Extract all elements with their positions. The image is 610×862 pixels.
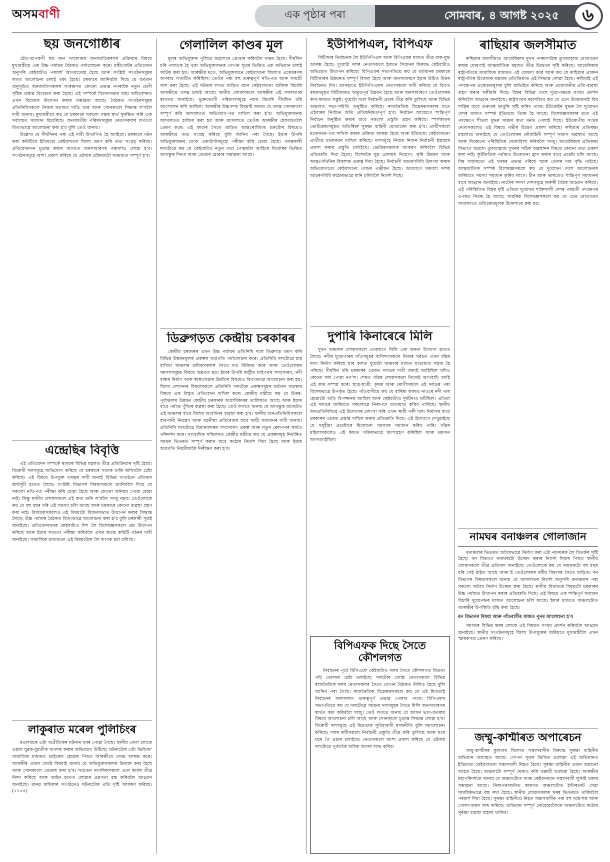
article-body: এই প্ৰতিবেদন সম্পৰ্কে ৰাজ্যৰ বিভিন্ন মহলত তীব্ৰ প্ৰতিক্ৰিয়াৰ সৃষ্টি হৈছে। বিৰোধী দলসমূহে অভিযোগ কৰিছে যে চৰকাৰে সত্যক ঢাকি ৰাখিবলৈ চেষ্টা কৰিছে। এই বিষয়ে উপযুক্ত তদন্তৰ দাবী জনাই বিভিন্ন সংগঠনে প্ৰতিবাদ কাৰ্যসূচী হাতত লৈছে। সংশ্লিষ্ট বিভাগৰ বিষয়াসকলে জানিবলৈ দিছে যে সকলো নথি-পত্ৰ পৰীক্ষা কৰি চোৱা হৈছে আৰু কোনো অনিয়ম পোৱা হোৱা নাই। কিন্তু স্থানীয় লোকসকলে এই কথা মানি ল'বলৈ সাজু নহয়। তেওঁলোকে কয় যে বহু বছৰ ধৰি এই সমস্যা চলি আছে আৰু চৰকাৰে কোনো ব্যৱস্থা গ্ৰহণ কৰা নাই। বিধায়কসকলেও এই বিষয়টো বিধানসভাত উত্থাপন কৰাৰ সিদ্ধান্ত লৈছে। উচ্চ পৰ্যায়ৰ বৈঠকত বিতংভাৱে আলোচনা কৰা হ'ব বুলি চৰকাৰী সূত্ৰই জনাইছে। প্ৰতিবেদনখনৰ কেইবাটাও দিশ লৈ বিশেষজ্ঞসকলে প্ৰশ্ন উত্থাপন কৰিছে আৰু ইয়াৰ সত্যতা পৰীক্ষা কৰিবলৈ এখন স্বতন্ত্ৰ কমিটি গঠনৰ দাবী জনাইছে। সামাজিক মাধ্যমতো এই বিষয়টোক লৈ ব্যাপক চৰ্চা চলিছে।	[12, 462, 152, 544]
article-body: ৰুছিয়াৰ জলসীমাত আমেৰিকাৰ দুখন পাৰমাণৱিক ডুবজাহাজ মোতায়েন কৰাৰ ঘোষণাই আন্তৰ্জাতিক মহলত তীব্ৰ উদ্বেগৰ সৃষ্টি কৰিছে। আমেৰিকাৰ ৰাষ্ট্ৰপতিয়ে সামাজিক মাধ্যমত এই ঘোষণা কৰে আৰু কয় যে ৰুছিয়াৰ প্ৰাক্তন ৰাষ্ট্ৰপতিৰ উত্তেজক মন্তব্যৰ প্ৰতিক্ৰিয়াত এই সিদ্ধান্ত লোৱা হৈছে। ৰুছিয়াই এই পদক্ষেপক প্ৰৰোচনামূলক বুলি অভিহিত কৰিছে আৰু প্ৰয়োজনীয় প্ৰতি-ব্যৱস্থা গ্ৰহণ কৰাৰ সকীয়নি দিছে। বিশ্বৰ বিভিন্ন দেশে দুয়োপক্ষকে সংযম প্ৰদৰ্শন কৰিবলৈ আহ্বান জনাইছে। ৰাষ্ট্ৰসংঘৰ মহাসচিবে কয় যে এনে উত্তেজনাই বিশ্ব শান্তিৰ বাবে গুৰুতৰ ভাবুকি সৃষ্টি কৰিব পাৰে। ইউক্ৰেইন যুদ্ধক লৈ দুয়োখন দেশৰ মাজত সম্পৰ্ক ইতিমধ্যে তিক্ত হৈ আছে। বিশেষজ্ঞসকলৰ মতে এই পদক্ষেপে শীতল যুদ্ধৰ সময়ৰ কথা মনত পেলাই দিছে। ইউৰোপীয় সংঘৰ নেতাসকলেও এই বিষয়ে গভীৰ উদ্বেগ প্ৰকাশ কৰিছে। ৰুছিয়াৰ প্ৰতিৰক্ষা মন্ত্ৰালয়ে জনাইছে যে তেওঁলোকৰ নৌবাহিনী সম্পূৰ্ণ সজাগ অৱস্থাত আছে আৰু যিকোনো পৰিস্থিতিৰ মোকাবিলা কৰিবলৈ সাজু। আমেৰিকাৰ প্ৰতিৰক্ষা বিভাগে অৱশ্যে ডুবজাহাজ দুখনৰ সঠিক অৱস্থানৰ বিষয়ে কোনো তথ্য প্ৰকাশ কৰা নাই। কূটনৈতিক পৰ্যায়ত উত্তেজনা হ্ৰাস কৰাৰ বাবে প্ৰচেষ্টা চলি আছে। বিশ্ব বজাৰতো এই খবৰৰ প্ৰভাৱ পৰিছে আৰু তেলৰ দাম বৃদ্ধি পাইছে। আন্তৰ্জাতিক সম্পৰ্ক বিশেষজ্ঞসকলে কয় যে দুয়োখন দেশে আলোচনাৰ জৰিয়তে সমস্যা সমাধান কৰিব লাগে। চীন আৰু ভাৰতেও শান্তিপূৰ্ণ সমাধানৰ বাবে আহ্বান জনাইছে। নাটোৰ সদস্য দেশসমূহে জৰুৰী বৈঠক আহ্বান কৰিছে। এই পৰিস্থিতিত বিশ্বৰ দৃষ্টি এতিয়া দুয়োখন শক্তিশালী দেশৰ পৰৱৰ্তী পদক্ষেপৰ ওপৰত নিবদ্ধ হৈ আছে। সামৰিক বিশেষজ্ঞসকলে কয় যে এনে মোতায়েন সাধাৰণতে প্ৰতিৰোধমূলক উদ্দেশ্যৰে কৰা হয়।	[458, 56, 598, 207]
section-divider	[160, 328, 302, 329]
page-number-badge: ৬	[573, 2, 603, 30]
article-lakhurat	[12, 724, 152, 854]
headline-lakhurat: লাকুৰাত মৰেল পুলিচিংৰ	[27, 724, 137, 736]
article-body: সমাজৰ বিভিন্ন স্তৰৰ লোকে এই বিষয়ত সংযম প্ৰদৰ্শন কৰিবলৈ আহ্বান জনাইছে। স্থানীয় সংগঠনসমূহে জিলা উপায়ুক্তৰ জৰিয়তে মুখ্যমন্ত্ৰীলৈ এখন স্মাৰকপত্ৰ প্ৰেৰণ কৰিছে।	[458, 623, 598, 643]
article-russia	[458, 38, 598, 526]
section-divider	[458, 728, 598, 729]
article-body: বনাঞ্চলৰ ভিতৰত অবৈধভাৱে নিৰ্মাণ কৰা এটা নামঘৰক লৈ বিতৰ্কৰ সৃষ্টি হৈছে। বন বিভাগে নামঘৰটো উচ্ছেদ কৰাৰ নিৰ্দেশ দিয়াৰ পিছত স্থানীয় লোকসকলে তীব্ৰ প্ৰতিবাদ জনাইছে। তেওঁলোকে কয় যে নামঘৰটো বহু বছৰ ধৰি সেই ঠাইত আছে আৰু ই তেওঁলোকৰ ধৰ্মীয় বিশ্বাসৰ সৈতে জড়িত। বন বিভাগৰ বিষয়াসকলে জনায় যে আদালতৰ নিৰ্দেশ অনুসৰি বনাঞ্চলৰ পৰা সকলো অবৈধ নিৰ্মাণ উচ্ছেদ কৰা হৈছে। স্থানীয় বিধায়কে বিষয়টো চৰকাৰৰ উচ্চ পৰ্যায়ত উত্থাপন কৰাৰ প্ৰতিশ্ৰুতি দিছে। এই বিষয়ে এক শান্তিপূৰ্ণ সমাধান বিচাৰি দুয়োপক্ষৰ মাজত আলোচনা চলি আছে। ইয়াৰ মাজতে অঞ্চলটোত আৰক্ষীৰ উপস্থিতি বৃদ্ধি কৰা হৈছে।	[458, 550, 598, 611]
headline-namghar: নামঘৰ বনাঞ্চলৰ গোলাজান	[458, 532, 598, 547]
article-dupari	[310, 330, 450, 630]
masthead-part-a: অসম	[12, 7, 39, 21]
article-highlight: বন বিভাগৰ বিষয়া আৰু গাঁওবাসীৰ মাজত পুনৰ আলোচনা হ'ব	[458, 614, 573, 620]
headline-russia: ৰাছিয়াৰ জলসীমাত	[479, 38, 577, 52]
headline-jammu: জম্মু-কাশ্মীৰত অপাৰেচন	[474, 732, 582, 744]
article-body: মূলৰ অভিযুক্তক পুলিচে অৱশেষে গ্ৰেপ্তাৰ কৰিবলৈ সক্ষম হৈছে। দীৰ্ঘদিন ধৰি পলাতক হৈ থকা অভিযুক্তজনক গোপন সূত্ৰৰ ভিত্তিত এক অভিযান চলাই আটক কৰা হয়। আৰক্ষীৰ মতে, অভিযুক্তজনে কেইবাখনো জিলাত একেধৰণৰ অপৰাধ সংঘটিত কৰিছিল। তেওঁৰ পৰা বহু গুৰুত্বপূৰ্ণ নথি-পত্ৰ আৰু সামগ্ৰী জব্দ কৰা হৈছে। এই ঘটনাৰ লগত জড়িত আন কেইবাজনো ব্যক্তিক বিচাৰি আৰক্ষীয়ে তদন্ত চলাই আছে। স্থানীয় লোকসকলে আৰক্ষীৰ এই সফলতাক স্বাগতম জনাইছে। ভুক্তভোগী পৰিয়ালসমূহে ন্যায় বিচাৰি দীৰ্ঘদিন ধৰি আন্দোলন কৰি আছিল। আৰক্ষীৰ উচ্চপদস্থ বিষয়াই জনায় যে তদন্ত সোনকালে সম্পূৰ্ণ কৰি আদালতত অভিযোগ-পত্ৰ দাখিল কৰা হ'ব। অভিযুক্তজনক আদালতত হাজিৰ কৰা হয় আৰু আদালতে তেওঁক আৰক্ষীৰ হেফাজতলৈ প্ৰেৰণ কৰে। এই কাণ্ডৰ সৈতে জড়িত আন্তঃৰাজ্যিক চক্ৰটোৰ বিষয়েও আৰক্ষীয়ে তথ্য সংগ্ৰহ কৰিছে বুলি জানিব পৰা গৈছে। ইয়াৰ উপৰি অভিযুক্তজনৰ বেংক একাউণ্টসমূহো পৰীক্ষা কৰি চোৱা হৈছে। তদন্তকাৰী দলটোৱে কয় যে কেইবাটাও নতুন তথ্য পোহৰলৈ আহিছে যিবোৰৰ ভিত্তিত আগন্তুক দিনত আৰু গ্ৰেপ্তাৰ হোৱাৰ সম্ভাৱনা আছে।	[160, 56, 302, 159]
section-divider	[310, 326, 450, 327]
header-date: সোমবাৰ, ৪ আগষ্ট ২০২৫	[375, 5, 593, 27]
headline-bpf: বিপিএফক দিছে সৈতে কৌশলগত	[334, 640, 426, 664]
headline-dupari: দুপাৰি কিনাৰেৰে মিলি	[327, 330, 433, 343]
article-dibrugarh	[160, 332, 302, 854]
header-divider	[12, 32, 598, 33]
article-namghar	[458, 532, 598, 724]
article-body: জম্মু-কাশ্মীৰৰ কুলগাম জিলাত সন্ত্ৰাসবাদীৰ বিৰুদ্ধে সুৰক্ষা বাহিনীৰ অভিযান অব্যাহত আছে। গোপন সূত্ৰৰ ভিত্তিত চলোৱা এই অভিযানত ইতিমধ্যে কেইবাজনো সন্ত্ৰাসবাদী নিহত হৈছে। সুৰক্ষা বাহিনীৰ এজন জৱানো আহত হৈছে। অঞ্চলটো সম্পূৰ্ণ ঘেৰাও কৰি তল্লাচী চলোৱা হৈছে। আৰক্ষীৰ মহাপৰিদৰ্শকে জনায় যে অঞ্চলটোত আৰু কেইজনমান সন্ত্ৰাসবাদী লুকাই থকাৰ সম্ভাৱনা আছে। নিৰাপত্তাজনিত কাৰণত অঞ্চলটোত ইণ্টাৰনেট সেৱা সাময়িকভাৱে বন্ধ ৰখা হৈছে। স্থানীয় লোকসকলক ঘৰৰ ভিতৰতে থাকিবলৈ পৰামৰ্শ দিয়া হৈছে। সুৰক্ষা বাহিনীয়ে নিহত সন্ত্ৰাসবাদীৰ পৰা বহু অস্ত্ৰ-শস্ত্ৰ আৰু গোলা-বাৰুদ জব্দ কৰিছে। অভিযান সম্পূৰ্ণ নোহোৱালৈকে অঞ্চলটোত কঠোৰ সুৰক্ষা ব্যৱস্থা বাহাল থাকিব।	[458, 749, 598, 817]
column-divider	[156, 38, 157, 854]
section-divider	[12, 440, 152, 441]
column-divider	[306, 38, 307, 854]
article-jammu	[458, 732, 598, 854]
article-body: দুখন অঞ্চলৰ লোকসকলে একেলগে মিলি এক অনন্য উদ্যোগ হাতত লৈছে। নদীৰ দুয়োপাৰৰ গাঁওসমূহৰ বাসিন্দাসকলে নিজৰ খৰচত এখন বাঁহৰ দলং নিৰ্মাণ কৰিছে যাৰ ফলত দুয়োটা অঞ্চলৰ মাজত যাতায়াত সহজ হৈ পৰিছে। দীৰ্ঘদিন ধৰি চৰকাৰৰ ওচৰত দলঙৰ দাবী জনাই আহিছিল যদিও কোনো ফল পোৱা নগ'ল। শেষত গাঁৱৰ লোকসকলে নিজেই আগবাঢ়ি আহি এই কাম সম্পন্ন কৰে। ছাত্ৰ-ছাত্ৰী, কৃষক আৰু ৰোগীসকলে এই দলঙৰ পৰা বিশেষভাৱে উপকৃত হৈছে। গাঁওবাসীয়ে কয় যে বাৰিষা কালত নাওৰে নদী পাৰ হোৱাটো অতি বিপজ্জনক আছিল আৰু কেইবাটাও দুৰ্ঘটনাও ঘটিছিল। এতিয়া এই দলঙৰ জৰিয়তে সকলোৱে নিৰাপদে যাতায়াত কৰিব পাৰিছে। স্থানীয় জনপ্ৰতিনিধিয়ে এই উদ্যোগৰ প্ৰশংসা কৰি এখন স্থায়ী পকী দলং নিৰ্মাণৰ বাবে চৰকাৰৰ ওচৰত প্ৰস্তাৱ দাখিল কৰাৰ প্ৰতিশ্ৰুতি দিছে। এই উদ্যোগে দেখুৱাইছে যে সমূহীয়া প্ৰচেষ্টাৰে যিকোনো সমস্যাৰ সমাধান কৰিব পাৰি। গাঁৱৰ মহিলাসকলেও এই কামত সক্ৰিয়ভাৱে অংশগ্ৰহণ কৰিছিল আৰু শ্ৰমদান আগবঢ়াইছিল।	[310, 348, 450, 443]
headline-tribes: ছয় জনগোষ্ঠীৰ	[43, 38, 121, 52]
headline-gelalil: গেলালিল কাণ্ডৰ মূল	[179, 38, 283, 52]
article-uniflow	[310, 38, 450, 324]
article-body: মঙলবাৰে এটা অপ্ৰীতিকৰ ঘটনাৰ খবৰ পোৱা গৈছে। স্থানীয় এদল লোকে এহাল যুৱক-যুৱতীক অপদস্থ কৰাৰ অভিযোগ উঠিছে। ঘটনাটোৰ এটা ভিডিঅ' সামাজিক মাধ্যমত ভাইৰেল হোৱাৰ পিছত আৰক্ষীয়ে তদন্ত আৰম্ভ কৰে। আৰক্ষীৰ এজন জ্যেষ্ঠ বিষয়াই জনায় যে অভিযুক্তসকলক চিনাক্ত কৰা হৈছে আৰু সোনকালে গ্ৰেপ্তাৰ কৰা হ'ব। সচেতন নাগৰিকসকলে এনে কাৰ্যৰ তীব্ৰ নিন্দা কৰিছে আৰু আইন হাতত লোৱাৰ প্ৰৱণতা বন্ধ কৰিবলৈ আহ্বান জনাইছে। মানৱ অধিকাৰ সংগঠনেও ঘটনাটোৰ প্ৰতি দৃষ্টি আকৰ্ষণ কৰিছে। (১২৫৪)	[12, 741, 152, 795]
headline-controversy: এন্দ্ৰেছিৰ বিবৃত্তি	[44, 444, 120, 457]
headline-dibrugarh: ডিব্ৰুগড়ত কেন্দ্ৰীয় চৰকাৰৰ	[166, 332, 296, 345]
page-header	[0, 0, 610, 34]
article-bpf	[310, 636, 450, 854]
masthead-part-b: বাণী	[38, 7, 61, 21]
article-body: বিটিআৰ নিৰ্বাচনক লৈ ইউপিপিএল আৰু বিপিএফৰ মাজত তীব্ৰ বাক-যুদ্ধ আৰম্ভ হৈছে। দুয়োটা দলৰ নেতাসকলে ইজনে সিজনৰ বিৰুদ্ধে কেইবাটাও অভিযোগ উত্থাপন কৰিছে। বিপিএফৰ সভাপতিয়ে কয় যে বৰ্তমানৰ চৰকাৰে বিটিআৰৰ উন্নয়নত সম্পূৰ্ণ বিফল হৈছে আৰু জনসাধাৰণে ইয়াৰ উচিত উত্তৰ নিৰ্বাচনত দিব। আনহাতে ইউপিপিএলৰ নেতাসকলে দাবী কৰিছে যে বিগত বছৰসমূহত বিটিআৰত অভূতপূৰ্ব উন্নয়ন হৈছে আৰু জনসাধাৰণে তেওঁলোকৰ কাম-কাজত সন্তুষ্ট। দুয়োটা দলে নিৰ্বাচনী প্ৰচাৰ তীব্ৰ কৰি তুলিছে আৰু বিভিন্ন অঞ্চলত সভা-সমিতি অনুষ্ঠিত কৰিছে। ৰাজনৈতিক বিশ্লেষকসকলৰ মতে এইবাৰৰ নিৰ্বাচন অতি প্ৰতিদ্বন্দ্বিতাপূৰ্ণ হ'ব। নিৰ্বাচন আয়োগে শান্তিপূৰ্ণ নিৰ্বাচন অনুষ্ঠিত কৰাৰ বাবে সকলো প্ৰস্তুতি গ্ৰহণ কৰিছে। স্পৰ্শকাতৰ ভোটকেন্দ্ৰসমূহত অতিৰিক্ত সুৰক্ষা বাহিনী মোতায়েন কৰা হ'ব। প্ৰাৰ্থীসকলে মনোনয়ন-পত্ৰ দাখিল কৰাৰ প্ৰক্ৰিয়া আৰম্ভ হৈছে আৰু ইতিমধ্যে কেইবাজনো প্ৰাৰ্থীয়ে মনোনয়ন দাখিল কৰিছে। দলসমূহে নিজৰ নিজৰ নিৰ্বাচনী ইস্তাহাৰ প্ৰকাশ কৰাৰ প্ৰস্তুতি চলাইছে। ভোটাৰসকলক আকৰ্ষণ কৰিবলৈ বিভিন্ন প্ৰতিশ্ৰুতি দিয়া হৈছে। বিশেষকৈ যুৱ প্ৰজন্মৰ নিয়োগ, কৃষি উন্নয়ন আৰু আন্তঃগাঁথনিৰ বিকাশক গুৰুত্ব দিয়া হৈছে। নিৰ্বাচনী আচৰণবিধি উলংঘা কৰাৰ অভিযোগতো কেইবাখনো গোচৰ পঞ্জীয়ন হৈছে। আয়োগে সকলো দলক আচৰণবিধি কঠোৰভাৱে মানি চলিবলৈ নিৰ্দেশ দিছে।	[310, 56, 450, 179]
section-divider	[458, 528, 598, 529]
article-body: উল্লেখ্য যে দীৰ্ঘদিনৰ পৰা এই দাবী উত্থাপিত হৈ আহিছে। চৰকাৰে গঠন কৰা কমিটিয়ে ইতিমধ্যে কেইবাখনো জিলা ভ্ৰমণ কৰি তথ্য সংগ্ৰহ কৰিছে। প্ৰতিবেদনখন চূড়ান্ত কৰাৰ আগতে জনসাধাৰণৰ পৰামৰ্শও লোৱা হ'ব। সংগঠনসমূহে আশা প্ৰকাশ কৰিছে যে এইবাৰ প্ৰক্ৰিয়াটো সময়মতে সম্পূৰ্ণ হ'ব।	[12, 133, 152, 159]
continued-from-label: এক পৃষ্ঠাৰ পৰা	[255, 5, 375, 27]
section-divider	[12, 720, 152, 721]
article-body: কেন্দ্ৰীয় চৰকাৰৰ এখন উচ্চ পৰ্যায়ৰ প্ৰতিনিধি দলে ডিব্ৰুগড় ভ্ৰমণ কৰি বিভিন্ন উন্নয়নমূলক প্ৰকল্পৰ অগ্ৰগতি পৰ্যালোচনা কৰে। প্ৰতিনিধি দলটোৱে চাহ বাগিচা অঞ্চলৰ শ্ৰমিকসকলৰ সৈতে মত বিনিময় কৰে আৰু তেওঁলোকৰ সমস্যাসমূহৰ বিষয়ে অৱগত হয়। ইয়াৰ উপৰি ৰাষ্ট্ৰীয় ঘাইপথৰ সম্প্ৰসাৰণ, নদী বান্ধৰ নিৰ্মাণ আৰু স্বাস্থ্যসেৱাৰ উন্নতিৰ বিষয়েও বিতংভাৱে আলোচনা কৰা হয়। জিলা প্ৰশাসনৰ বিষয়াসকলে প্ৰতিনিধি দলটোক প্ৰকল্পসমূহৰ বৰ্তমান অৱস্থাৰ বিষয়ে এক বিস্তৃত প্ৰতিবেদন দাখিল কৰে। কেন্দ্ৰীয় মন্ত্ৰীয়ে কয় যে উত্তৰ-পূৰ্বাঞ্চলৰ উন্নয়ন কেন্দ্ৰীয় চৰকাৰৰ অগ্ৰাধিকাৰৰ তালিকাত আছে আৰু ইয়াৰ বাবে পৰ্যাপ্ত পুঁজিৰ ব্যৱস্থা কৰা হৈছে। তেওঁ লগতে জনায় যে আগন্তুক বাজেটত এই অঞ্চলৰ বাবে বিশেষ আবণ্টনৰ ব্যৱস্থা কৰা হ'ব। স্থানীয় জনপ্ৰতিনিধিসকলে বানপানী নিয়ন্ত্ৰণ আৰু খহনীয়া প্ৰতিৰোধৰ বাবে স্থায়ী সমাধানৰ দাবী জনায়। প্ৰতিনিধি দলটোৱে বিমানবন্দৰৰ সম্প্ৰসাৰণ প্ৰকল্প আৰু নতুন ৰেলপথৰ কাৰ্যও পৰিদৰ্শন কৰে। সাংবাদিক সন্মিলনত কেন্দ্ৰীয় মন্ত্ৰীয়ে কয় যে প্ৰকল্পসমূহ নিৰ্ধাৰিত সময়ৰ ভিতৰত সম্পূৰ্ণ কৰাৰ বাবে কঠোৰ নিৰ্দেশ দিয়া হৈছে আৰু ইয়াৰ অগ্ৰগতি নিয়মীয়াকৈ নিৰীক্ষণ কৰা হ'ব।	[160, 350, 302, 452]
article-body: নিৰ্বাচনৰ পূৰ্বে বিপিএফে কেইবাটাও দলৰ সৈতে কৌশলগত মিত্ৰতা গঢ়ি তোলাৰ চেষ্টা চলাইছে। দলটোৰ জ্যেষ্ঠ নেতাসকলে বিভিন্ন ৰাজনৈতিক দলৰ নেতাসকলৰ সৈতে গোপন বৈঠকত মিলিত হৈছে বুলি জানিব পৰা গৈছে। ৰাজনৈতিক বিশ্লেষকসকলে কয় যে এই মিত্ৰতাই নিৰ্বাচনৰ ফলাফলত গুৰুত্বপূৰ্ণ প্ৰভাৱ পেলাব পাৰে। বিপিএফৰ সভাপতিয়ে কয় যে দলটোৱে সমমনা দলসমূহৰ সৈতে মিলি জনসাধাৰণৰ স্বাৰ্থত কাম কৰিবলৈ সাজু। তেওঁ লগতে জনায় যে আসন ভাগ-বতৰাৰ বিষয়ে আলোচনা চলি আছে আৰু সোনকালে চূড়ান্ত সিদ্ধান্ত লোৱা হ'ব। বিৰোধী দলসমূহে এই মিত্ৰতাক সুবিধাবাদী ৰাজনীতি বুলি সমালোচনা কৰিছে। দলৰ কৰ্মীসকলে নিৰ্বাচনী প্ৰস্তুতি তীব্ৰ কৰি তুলিছে আৰু ঘৰে ঘৰে গৈ প্ৰচাৰ চলাইছে। নেতাসকলে আশা প্ৰকাশ কৰিছে যে এইবাৰ দলটোৱে পূৰ্বতকৈ অধিক আসন লাভ কৰিব।	[315, 669, 445, 751]
column-divider	[454, 38, 455, 854]
article-tribes	[12, 38, 152, 436]
headline-uniflow: ইউপিপিএল, বিপিএফ	[327, 38, 433, 51]
newspaper-masthead	[12, 6, 60, 26]
article-controversy	[12, 444, 152, 716]
article-body: চেঁচা-তাপকণী ছয় জন সম্প্ৰদায়ৰ জনজাতিকৰণৰ প্ৰক্ৰিয়াৰ বিষয়ে মুখ্যমন্ত্ৰীয়ে এক উচ্চ পৰ্যায়ৰ বৈঠকত পৰ্যালোচনা কৰে। মন্ত্ৰীগোটৰ প্ৰতিবেদন অনুসৰি কেইবাটাও পৰামৰ্শ আগবঢ়োৱা হৈছে আৰু সংশ্লিষ্ট সংগঠনসমূহৰ লগত আলোচনা চলাই থকা হৈছে। চৰকাৰে জানিবলৈ দিছে যে বৰ্তমান অনুসূচিত জনজাতিসকলৰ সংৰক্ষণত কোনো প্ৰভাৱ নপৰাকৈ নতুন শ্ৰেণী সৃষ্টিৰ প্ৰস্তাৱ বিবেচনা কৰা হৈছে। এই সম্পৰ্কে বিধানসভাৰ অহা অধিবেশনত এখন বিধেয়ক উত্থাপন কৰাৰ সম্ভাৱনা আছে। বৈঠকত সংগঠনসমূহৰ প্ৰতিনিধিসকলে নিজৰ মতামত দাঙি ধৰে আৰু সোনকালে সিদ্ধান্ত ল'বলৈ দাবী জনায়। মুখ্যমন্ত্ৰীয়ে কয় যে চৰকাৰে সকলো পক্ষৰ স্বাৰ্থ সুৰক্ষিত কৰি এক সৰ্বসন্মত সমাধান বিচাৰিছে। জনজাতীয় পৰিষদসমূহৰ নেতাসকলৰ লগতো বিতংভাৱে আলোচনা কৰা হ'ব বুলি তেওঁ জনায়।	[12, 57, 152, 132]
article-gelalil	[160, 38, 302, 326]
